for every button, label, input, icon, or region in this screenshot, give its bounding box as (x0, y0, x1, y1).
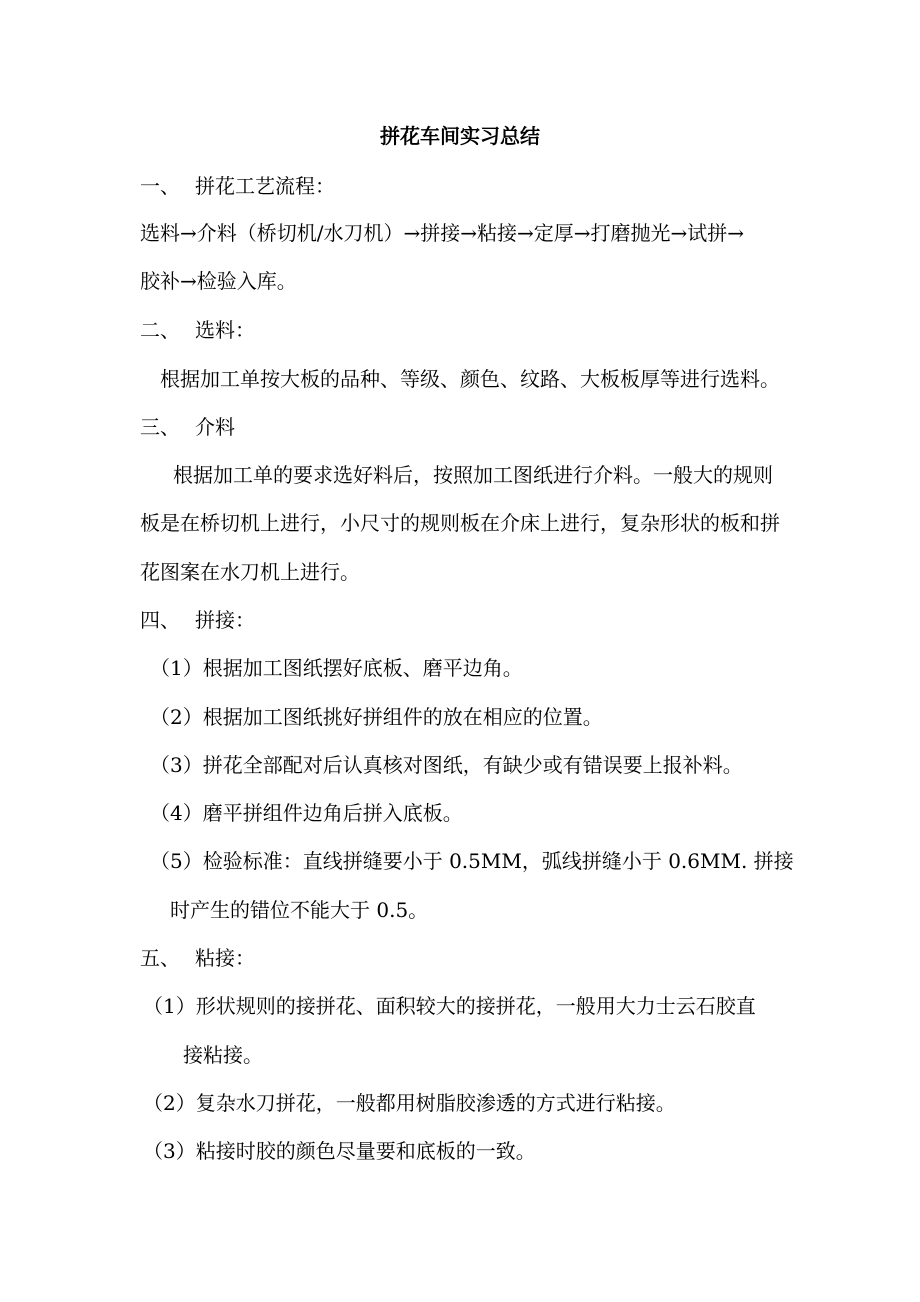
section-number: 五、 (140, 946, 180, 970)
section-heading (140, 606, 255, 634)
section-heading (140, 316, 255, 344)
list-item-continuation: 接粘接。 (183, 1043, 263, 1067)
section-title: 拼接： (195, 608, 255, 632)
section-title: 粘接： (195, 946, 255, 970)
section-heading (140, 172, 335, 200)
list-item: （1）根据加工图纸摆好底板、磨平边角。 (150, 656, 523, 680)
section-number: 一、 (140, 174, 180, 198)
section-title: 介料 (195, 415, 235, 439)
paragraph-line: 板是在桥切机上进行，小尺寸的规则板在介床上进行，复杂形状的板和拼 (140, 511, 780, 535)
list-item: （2）根据加工图纸挑好拼组件的放在相应的位置。 (150, 705, 603, 729)
paragraph-line: 根据加工单的要求选好料后，按照加工图纸进行介料。一般大的规则 (173, 463, 773, 487)
section-number: 四、 (140, 608, 180, 632)
section-number: 三、 (140, 415, 180, 439)
document-title: 拼花车间实习总结 (380, 124, 540, 148)
section-heading (140, 944, 255, 972)
list-item: （3）粘接时胶的颜色尽量要和底板的一致。 (143, 1139, 536, 1163)
list-item-continuation: 时产生的错位不能大于 0.5。 (170, 898, 429, 922)
list-item: （5）检验标准：直线拼缝要小于 0.5MM，弧线拼缝小于 0.6MM. 拼接 (150, 849, 794, 873)
paragraph-line: 花图案在水刀机上进行。 (140, 560, 360, 584)
section-heading (140, 413, 235, 441)
section-title: 选料： (195, 318, 255, 342)
paragraph-line: 根据加工单按大板的品种、等级、颜色、纹路、大板板厚等进行选料。 (160, 367, 780, 391)
list-item: （2）复杂水刀拼花，一般都用树脂胶渗透的方式进行粘接。 (143, 1091, 676, 1115)
paragraph-line: 选料→介料（桥切机/水刀机）→拼接→粘接→定厚→打磨抛光→试拼→ (140, 221, 745, 245)
section-number: 二、 (140, 318, 180, 342)
paragraph-line: 胶补→检验入库。 (140, 269, 297, 293)
list-item: （3）拼花全部配对后认真核对图纸，有缺少或有错误要上报补料。 (150, 753, 743, 777)
list-item: （1）形状规则的接拼花、面积较大的接拼花，一般用大力士云石胶直 (143, 994, 756, 1018)
list-item: （4）磨平拼组件边角后拼入底板。 (150, 801, 463, 825)
section-title: 拼花工艺流程： (195, 174, 335, 198)
